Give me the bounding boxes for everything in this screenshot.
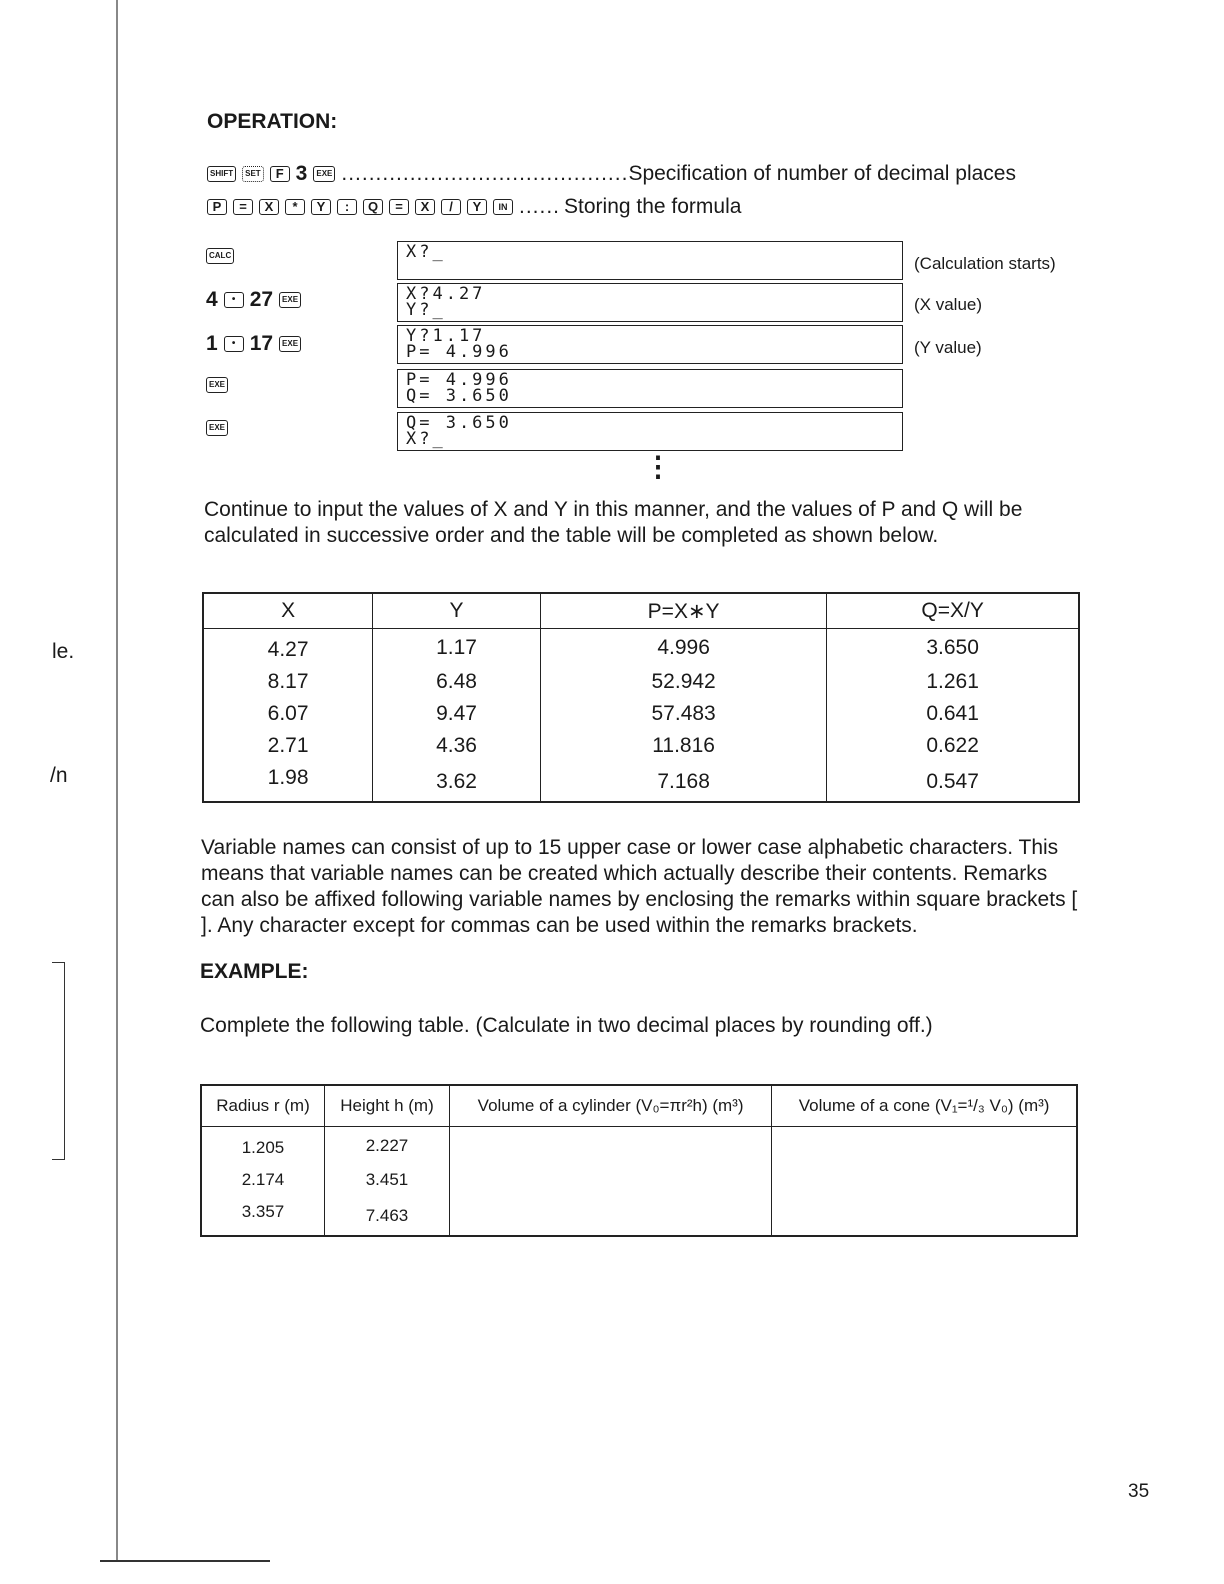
lcd-2-line-2: Y?_ (406, 300, 446, 320)
op-line-1-text: Specification of number of decimal places (628, 162, 1016, 185)
cell: 2.71 (203, 730, 373, 762)
binding-edge (116, 0, 118, 1560)
step-4-keys (206, 377, 234, 393)
cell (450, 1164, 772, 1196)
digit-3: 3 (295, 162, 308, 185)
cell: 7.463 (325, 1196, 450, 1236)
lcd-2-line-1: X?4.27 (406, 284, 486, 304)
op-line-1-dots: .......................................... (341, 162, 629, 185)
y-key-icon: Y (467, 199, 487, 215)
x-key-icon: X (259, 199, 279, 215)
cell: 1.205 (201, 1127, 325, 1165)
cell: 3.650 (827, 629, 1079, 667)
lcd-display-5 (397, 412, 903, 451)
y-key-icon: Y (311, 199, 331, 215)
calc-key-icon: CALC (206, 248, 234, 264)
bracket-mark (52, 962, 65, 1160)
paragraph-example: Complete the following table. (Calculate in two decimal places by rounding off.) (200, 1014, 933, 1037)
exe-key-icon: EXE (279, 292, 301, 308)
cell: 4.996 (540, 629, 826, 667)
op-line-2-dots: ...... (519, 195, 561, 218)
in-key-icon: IN (493, 199, 513, 215)
x-key-icon: X (415, 199, 435, 215)
lcd-3-line-1: Y?1.17 (406, 326, 486, 346)
step-2-note: (X value) (914, 295, 983, 314)
step-2-digit-b: 27 (249, 288, 274, 311)
cell: 6.48 (373, 666, 541, 698)
cell: 4.27 (203, 629, 373, 667)
shift-key-icon: SHIFT (207, 166, 236, 182)
cell: 2.174 (201, 1164, 325, 1196)
table-header-row (201, 1085, 1077, 1127)
paragraph-continue: Continue to input the values of X and Y in this manner, and the values of P and Q will be calculated in successive order and the table will be completed as shown below. (204, 498, 1023, 547)
bottom-edge (100, 1560, 270, 1562)
lcd-display-3 (397, 325, 903, 364)
lcd-3-line-2: P= 4.996 (406, 342, 512, 362)
equals-key-icon: = (389, 199, 409, 215)
cell: 11.816 (540, 730, 826, 762)
equals-key-icon: = (233, 199, 253, 215)
table-row (203, 730, 1079, 762)
exe-key-icon: EXE (313, 166, 335, 182)
cell (772, 1196, 1077, 1236)
exe-key-icon: EXE (206, 377, 228, 393)
cell (450, 1127, 772, 1165)
q-key-icon: Q (363, 199, 383, 215)
step-3-keys (206, 332, 307, 356)
colon-key-icon: : (337, 199, 357, 215)
step-2-digit-a: 4 (206, 288, 218, 311)
multiply-key-icon: * (285, 199, 305, 215)
table-header-row (203, 593, 1079, 629)
p-key-icon: P (207, 199, 227, 215)
cell (772, 1127, 1077, 1165)
cell: 8.17 (203, 666, 373, 698)
divide-key-icon: / (441, 199, 461, 215)
cell: 57.483 (540, 698, 826, 730)
results-table (202, 592, 1080, 803)
lcd-display-2 (397, 283, 903, 322)
cell: 3.451 (325, 1164, 450, 1196)
lcd-4-line-1: P= 4.996 (406, 370, 512, 390)
op-line-2 (207, 195, 741, 219)
step-5-keys (206, 420, 234, 436)
f-key-icon: F (270, 166, 290, 182)
table-row (201, 1127, 1077, 1165)
cell: 3.62 (373, 762, 541, 802)
step-1-keys (206, 248, 240, 264)
cell: 0.622 (827, 730, 1079, 762)
header-x: X (203, 593, 373, 629)
header-y: Y (373, 593, 541, 629)
cell (772, 1164, 1077, 1196)
step-2-keys (206, 288, 307, 312)
table-row (203, 666, 1079, 698)
step-3-note: (Y value) (914, 338, 982, 357)
header-height: Height h (m) (325, 1085, 450, 1127)
cell: 4.36 (373, 730, 541, 762)
operation-heading: OPERATION: (207, 110, 338, 133)
step-1-note: (Calculation starts) (914, 254, 1056, 273)
exe-key-icon: EXE (279, 336, 301, 352)
example-table (200, 1084, 1078, 1237)
lcd-display-4 (397, 369, 903, 408)
margin-text-le: le. (52, 640, 75, 663)
table-row (203, 629, 1079, 667)
header-p: P=X∗Y (540, 593, 826, 629)
paragraph-variable-names: Variable names can consist of up to 15 upper case or lower case alphabetic characters. This means that variable names can be created which actually describe their contents. Remarks can also be affixed following variable names by enclosing the remarks within square brackets [ ]. Any character except for commas can be used within the remarks brackets. (201, 836, 1078, 937)
cell: 52.942 (540, 666, 826, 698)
cell: 7.168 (540, 762, 826, 802)
lcd-1-line-1: X?_ (406, 242, 446, 262)
page-number: 35 (1128, 1481, 1150, 1502)
header-q: Q=X/Y (827, 593, 1079, 629)
table-row (201, 1164, 1077, 1196)
header-cylinder-volume: Volume of a cylinder (V₀=πr²h) (m³) (450, 1085, 772, 1127)
op-line-1 (207, 162, 1016, 186)
cell: 9.47 (373, 698, 541, 730)
header-cone-volume: Volume of a cone (V₁=¹/₃ V₀) (m³) (772, 1085, 1077, 1127)
cell: 0.547 (827, 762, 1079, 802)
lcd-display-1 (397, 241, 903, 280)
cell: 2.227 (325, 1127, 450, 1165)
cell: 6.07 (203, 698, 373, 730)
margin-text-vn: /n (50, 764, 68, 787)
lcd-4-line-2: Q= 3.650 (406, 386, 512, 406)
decimal-point-key-icon: • (224, 292, 244, 308)
cell: 1.17 (373, 629, 541, 667)
step-3-digit-b: 17 (249, 332, 274, 355)
cell: 1.98 (203, 762, 373, 802)
cell: 1.261 (827, 666, 1079, 698)
cell (450, 1196, 772, 1236)
header-radius: Radius r (m) (201, 1085, 325, 1127)
exe-key-icon: EXE (206, 420, 228, 436)
table-row (203, 698, 1079, 730)
decimal-point-key-icon: • (224, 336, 244, 352)
vertical-ellipsis: ⋮ (644, 451, 672, 482)
example-heading: EXAMPLE: (200, 960, 309, 983)
table-row (201, 1196, 1077, 1236)
step-3-digit-a: 1 (206, 332, 218, 355)
table-row (203, 762, 1079, 802)
lcd-5-line-1: Q= 3.650 (406, 413, 512, 433)
op-line-2-text: Storing the formula (564, 195, 742, 218)
cell: 3.357 (201, 1196, 325, 1236)
set-key-icon: SET (242, 166, 264, 182)
lcd-5-line-2: X?_ (406, 429, 446, 449)
cell: 0.641 (827, 698, 1079, 730)
